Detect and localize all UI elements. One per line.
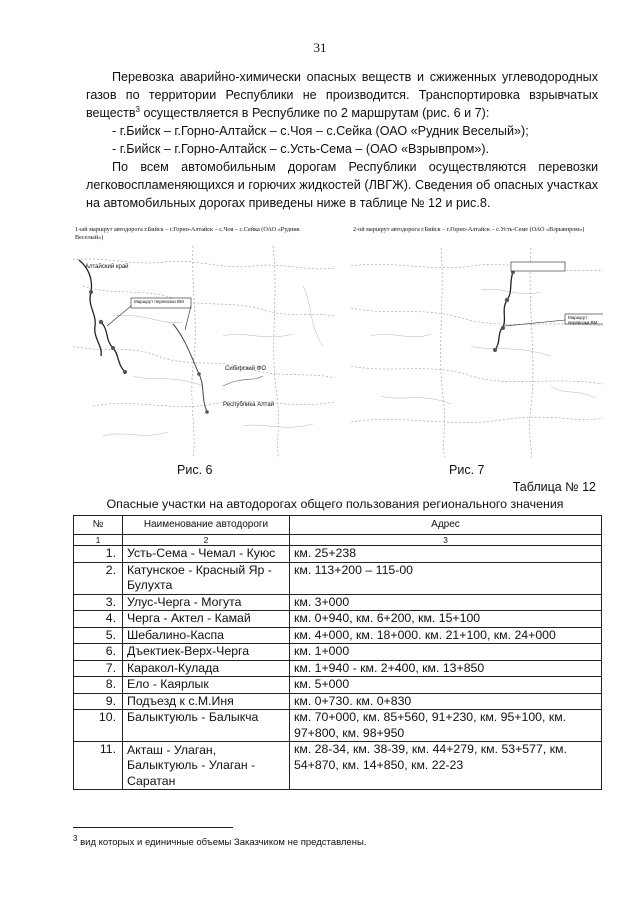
map-label-district: Сибирский ФО (225, 366, 267, 372)
footnote-divider (73, 827, 233, 828)
map-route-1 (73, 226, 335, 458)
row-address: км. 5+000 (290, 677, 602, 694)
row-address: км. 70+000, км. 85+560, 91+230, км. 95+100, км. 97+800, км. 98+950 (290, 710, 602, 742)
table-header-row (74, 516, 602, 535)
paragraph-text: осуществляется в Республике по 2 маршрутам (рис. 6 и 7): (140, 106, 490, 120)
table-row (74, 546, 602, 563)
table-row (74, 660, 602, 677)
row-road-name: Балыктуюль - Балыкча (123, 710, 290, 742)
route-item-1: - г.Бийск – г.Горно-Алтайск – с.Чоя – с.Сейка (ОАО «Рудник Веселый»); (112, 124, 529, 138)
row-number: 2. (74, 562, 123, 594)
subheader-3: 3 (290, 535, 602, 546)
table-label: Таблица № 12 (512, 480, 596, 494)
row-number: 11. (74, 742, 123, 790)
table-row (74, 644, 602, 661)
row-address: км. 1+940 - км. 2+400, км. 13+850 (290, 660, 602, 677)
footnote-ref: 3 (135, 104, 140, 114)
row-number: 3. (74, 594, 123, 611)
subheader-1: 1 (74, 535, 123, 546)
header-address: Адрес (290, 516, 602, 535)
table-row (74, 594, 602, 611)
table-row (74, 611, 602, 628)
figure-caption-6: Рис. 6 (177, 463, 213, 477)
row-number: 1. (74, 546, 123, 563)
row-number: 9. (74, 693, 123, 710)
table-row (74, 710, 602, 742)
paragraph-transport (86, 68, 598, 122)
route-item-2: - г.Бийск – г.Горно-Алтайск – с.Усть-Сема – (ОАО «Взрывпром»). (112, 142, 490, 156)
row-road-name: Каракол-Кулада (123, 660, 290, 677)
header-number: № (74, 516, 123, 535)
route-maps (73, 226, 603, 458)
row-road-name: Шебалино-Каспа (123, 627, 290, 644)
row-number: 5. (74, 627, 123, 644)
row-address: км. 3+000 (290, 594, 602, 611)
row-number: 4. (74, 611, 123, 628)
row-road-name: Акташ - Улаган, Балыктуюль - Улаган - Саратан (123, 742, 290, 790)
map-route-1-title: 1-ый маршрут автодорога г.Бийск – г.Горно-Алтайск – с.Чоя – с.Сейка (ОАО «Рудник Веселый») (75, 226, 300, 241)
table-row (74, 742, 602, 790)
row-address: км. 1+000 (290, 644, 602, 661)
row-number: 6. (74, 644, 123, 661)
row-address: км. 0+730. км. 0+830 (290, 693, 602, 710)
map-route-box: Маршрут перевозки ВМ (568, 315, 598, 325)
row-road-name: Улус-Черга - Могута (123, 594, 290, 611)
map-label-region: Алтайский край (85, 264, 129, 270)
figure-caption-7: Рис. 7 (449, 463, 485, 477)
header-road-name: Наименование автодороги (123, 516, 290, 535)
row-road-name: Подъезд к с.М.Иня (123, 693, 290, 710)
table-row (74, 627, 602, 644)
row-address: км. 0+940, км. 6+200, км. 15+100 (290, 611, 602, 628)
hazard-sections-table (73, 515, 602, 790)
table-subheader-row (74, 535, 602, 546)
paragraph-lvgzh: По всем автомобильным дорогам Республики осуществляются перевозки легковоспламеняющихся и горючих жидкостей (ЛВГЖ). Сведения об опасных участках на автомобильных дорогах приведены ниже в таблице № 12 и рис.8. (86, 160, 598, 210)
map-route-2-title: 2-ой маршрут автодорога г.Бийск – г.Горно-Алтайск – с.Усть-Семе (ОАО «Взрывпром») (353, 226, 585, 233)
row-address: км. 25+238 (290, 546, 602, 563)
subheader-2: 2 (123, 535, 290, 546)
row-road-name: Черга - Актел - Камай (123, 611, 290, 628)
map-label-republic: Республика Алтай (223, 402, 275, 408)
footnote-mark: 3 (73, 833, 78, 843)
row-address: км. 4+000, км. 18+000. км. 21+100, км. 24+000 (290, 627, 602, 644)
map-route-2 (351, 226, 603, 458)
table-row (74, 677, 602, 694)
map-route-box: Маршрут перевозки ВМ (134, 299, 184, 304)
row-address: км. 28-34, км. 38-39, км. 44+279, км. 53+577, км. 54+870, км. 14+850, км. 22-23 (290, 742, 602, 790)
table-row (74, 693, 602, 710)
row-number: 10. (74, 710, 123, 742)
body-text (86, 68, 598, 212)
map-route-2-graphic (351, 226, 603, 458)
page-number: 31 (313, 40, 327, 55)
paragraph-text: Перевозка аварийно-химически опасных веществ и сжиженных углеводородных газов по территории Республики не производится. Транспортировка взрывчатых веществ (86, 70, 598, 120)
row-road-name: Дъектиек-Верх-Черга (123, 644, 290, 661)
row-road-name: Катунское - Красный Яр - Булухта (123, 562, 290, 594)
row-road-name: Ело - Каярлык (123, 677, 290, 694)
row-number: 7. (74, 660, 123, 677)
row-number: 8. (74, 677, 123, 694)
table-caption: Опасные участки на автодорогах общего пользования регионального значения (106, 497, 564, 511)
footnote (73, 833, 367, 848)
map-route-1-graphic (73, 226, 335, 458)
footnote-text: вид которых и единичные объемы Заказчиком не представлены. (77, 837, 367, 848)
row-address: км. 113+200 – 115-00 (290, 562, 602, 594)
table-row (74, 562, 602, 594)
row-road-name: Усть-Сема - Чемал - Куюс (123, 546, 290, 563)
